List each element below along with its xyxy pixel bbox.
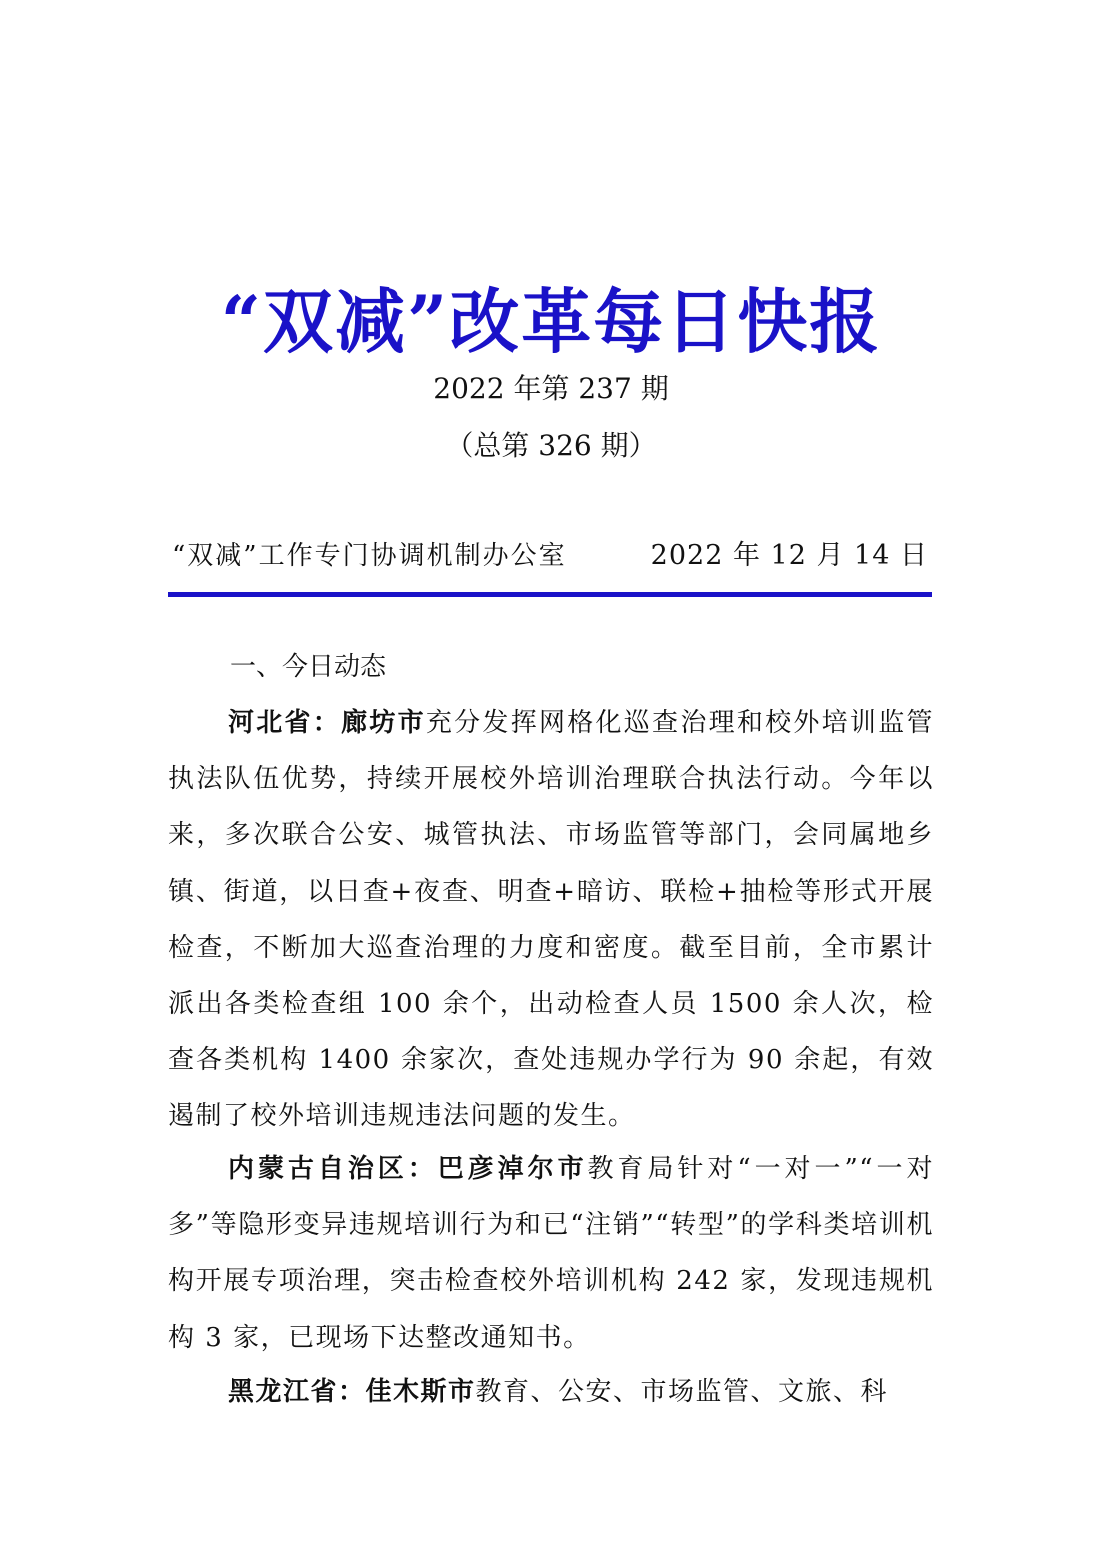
issuing-office: “双减”工作专门协调机制办公室 <box>172 541 567 571</box>
news-item-hebei <box>168 695 934 1145</box>
issue-number: 2022 年第 237 期 <box>433 372 669 405</box>
news-item-text: 教育局针对“一对一”“一对多”等隐形变异违规培训行为和已“注销”“转型”的学科类培训机构开展专项治理，突击检查校外培训机构 242 家，发现违规机构 3 家，已现场下达整改通知书。 <box>168 1154 934 1353</box>
news-item-region: 河北省：廊坊市 <box>228 708 426 738</box>
masthead-title: “双减”改革每日快报 <box>220 280 882 363</box>
news-item-region: 黑龙江省：佳木斯市 <box>228 1377 476 1407</box>
issue-date: 2022 年 12 月 14 日 <box>650 540 928 571</box>
news-item-text: 充分发挥网格化巡查治理和校外培训监管执法队伍优势，持续开展校外培训治理联合执法行动。今年以来，多次联合公安、城管执法、市场监管等部门，会同属地乡镇、街道，以日查+夜查、明查+暗访、联检+抽检等形式开展检查，不断加大巡查治理的力度和密度。截至目前，全市累计派出各类检查组 100 余个，出动检查人员 1500 余人次，检查各类机构 1400 余家次，查处违规办学行为 90 余起，有效遏制了校外培训违规违法问题的发生。 <box>168 708 934 1132</box>
news-item-region: 内蒙古自治区：巴彦淖尔市 <box>228 1154 588 1184</box>
news-item-text: 教育、公安、市场监管、文旅、科 <box>475 1377 889 1407</box>
news-item-neimenggu <box>168 1141 934 1366</box>
header-divider <box>168 592 932 597</box>
section-heading: 一、今日动态 <box>230 652 387 682</box>
news-item-heilongjiang <box>168 1364 934 1420</box>
issue-total-number: （总第 326 期） <box>445 429 657 462</box>
